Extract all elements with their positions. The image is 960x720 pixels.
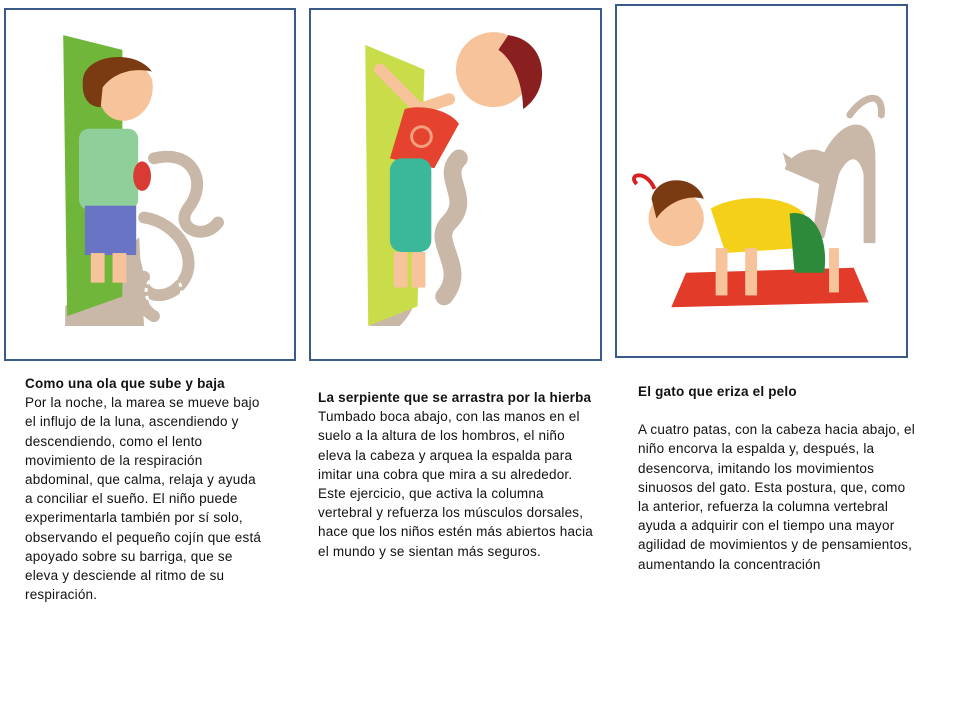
caption-title: El gato que eriza el pelo [638, 384, 797, 399]
snake-pose-illustration [311, 10, 600, 359]
illustration-frame-snake [309, 8, 602, 361]
caption-body: Por la noche, la marea se mueve bajo el influjo de la luna, ascendiendo y descendiendo, como el lento movimiento de la respiración abdominal, que calma, relaja y ayuda a conciliar el sueño. El niño puede experimentarla también por sí solo, observando el pequeño cojín que está apoyado sobre su barriga, que se eleva y desciende al ritmo de su respiración. [25, 395, 262, 603]
caption-body: A cuatro patas, con la cabeza hacia abajo, el niño encorva la espalda y, después, la desencorva, imitando los movimientos sinuosos del gato. Esta postura, que, como la anterior, refuerza la columna vertebral ayuda a adquirir con el tiempo una mayor agilidad de movimientos y de pensamientos, aumentando la concentración [638, 422, 915, 572]
illustration-frame-cat [615, 4, 908, 358]
wave-breathing-illustration [6, 10, 294, 359]
caption-wave [25, 374, 265, 604]
caption-title: La serpiente que se arrastra por la hierba [318, 390, 592, 405]
caption-body: Tumbado boca abajo, con las manos en el suelo a la altura de los hombros, el niño eleva la cabeza y arquea la espalda para imitar una cobra que mira a su alrededor. Este ejercicio, que activa la columna vertebral y refuerza los músculos dorsales, hace que los niños estén más abiertos hacia el mundo y se sientan más seguros. [318, 409, 594, 559]
caption-snake [318, 388, 598, 561]
illustration-frame-wave [4, 8, 296, 361]
caption-cat [638, 382, 918, 574]
caption-title: Como una ola que sube y baja [25, 376, 225, 391]
cat-pose-illustration [617, 6, 906, 356]
